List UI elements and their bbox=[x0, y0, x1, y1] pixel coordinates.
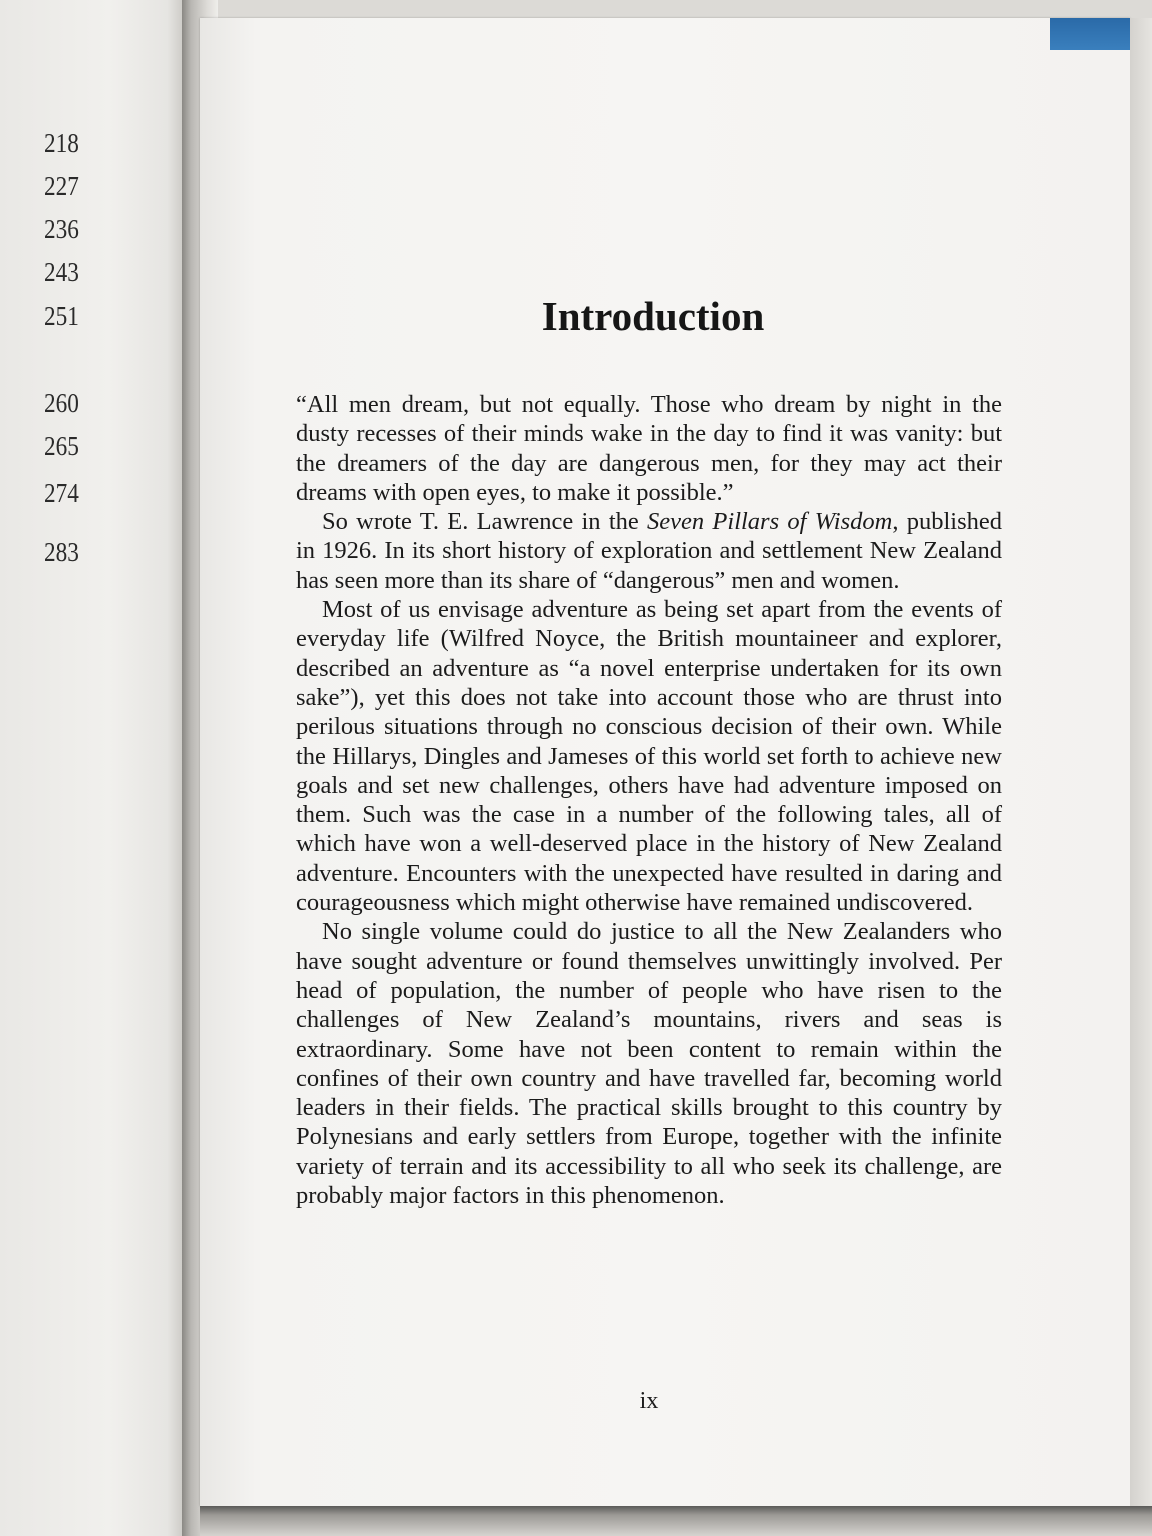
paragraph bbox=[296, 390, 1002, 507]
paragraph bbox=[296, 507, 1002, 595]
chapter-title: Introduction bbox=[541, 293, 765, 339]
paragraph bbox=[296, 917, 1002, 1210]
paragraph-text: No single volume could do justice to all the New Zealanders who have sought adventure or found themselves unwittingly involved. Per head of population, the number of people who have risen to the challenges of New Zealand’s mountains, rivers and seas is extraordinary. Some have not been content to remain within the confines of their own country and have travelled far, becoming world leaders in their fields. The practical skills brought to this country by Polynesians and early settlers from Europe, together with the infinite variety of terrain and its accessibility to all who seek its challenge, are probably major factors in this phenomenon. bbox=[296, 918, 1002, 1210]
paragraph-text: “All men dream, but not equally. Those who dream by night in the dusty recesses of their minds wake in the day to find it was vanity: but the dreamers of the day are dangerous men, for they may act their dreams with open eyes, to make it possible.” bbox=[296, 391, 1002, 506]
body-text bbox=[296, 390, 1002, 1210]
contents-page-number: 283 bbox=[44, 537, 79, 567]
page-edge bbox=[1130, 18, 1152, 1508]
contents-page-number: 236 bbox=[44, 214, 79, 244]
page-folio: ix bbox=[639, 1388, 659, 1414]
italic-title: Seven Pillars of Wisdom bbox=[647, 508, 893, 536]
paragraph-text: So wrote T. E. Lawrence in the bbox=[322, 508, 648, 536]
contents-page-number: 265 bbox=[44, 431, 79, 461]
contents-page-number: 251 bbox=[44, 301, 79, 331]
contents-page-number: 227 bbox=[44, 171, 79, 201]
facing-page bbox=[0, 0, 182, 1536]
contents-page-number: 274 bbox=[44, 478, 79, 508]
page-bottom-shadow bbox=[200, 1506, 1152, 1536]
contents-page-number: 218 bbox=[44, 128, 79, 158]
cover-edge bbox=[1050, 18, 1130, 50]
paragraph-text: Most of us envisage adventure as being set apart from the events of everyday life (Wilfred Noyce, the British mountaineer and explorer, described an adventure as “a novel enterprise undertaken for its own sake”), yet this does not take into account those who are thrust into perilous situations through no conscious decision of their own. While the Hillarys, Dingles and Jameses of this world set forth to achieve new goals and set new challenges, others have had adventure imposed on them. Such was the case in a number of the following tales, all of which have won a well-deserved place in the history of New Zealand adventure. Encounters with the unexpected have resulted in daring and courageousness which might otherwise have remained undiscovered. bbox=[296, 596, 1002, 917]
contents-page-number: 260 bbox=[44, 388, 79, 418]
contents-page-number: 243 bbox=[44, 257, 79, 287]
paragraph-text: , published in 1926. In its short history of exploration and settlement New Zealand has seen more than its share of “dangerous” men and women. bbox=[296, 508, 1002, 594]
paragraph bbox=[296, 595, 1002, 917]
